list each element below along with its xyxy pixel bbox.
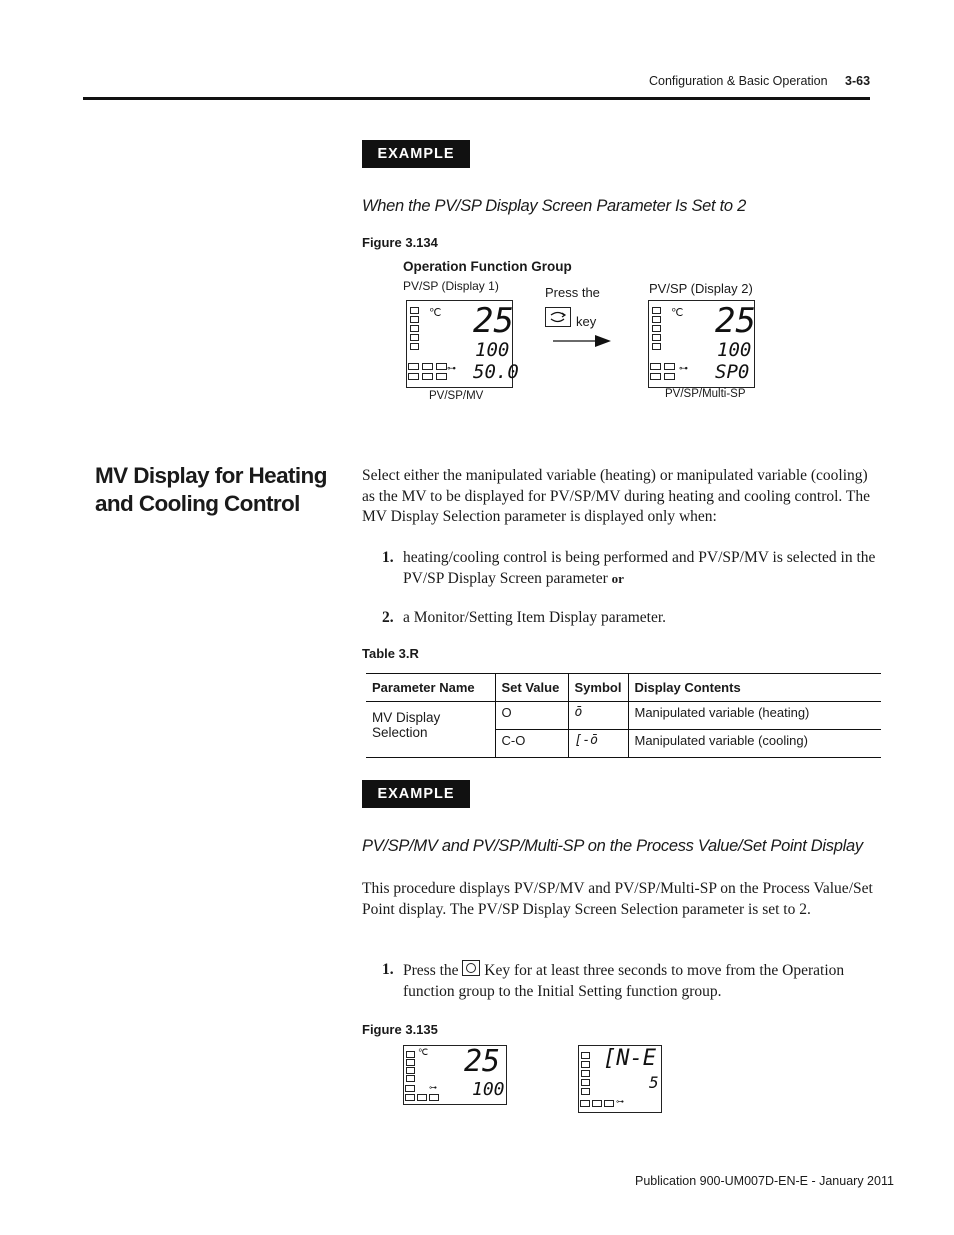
indicator-led	[410, 343, 419, 350]
indicator-led	[581, 1088, 590, 1095]
indicator-led	[652, 316, 661, 323]
right-arrow-icon	[553, 333, 613, 354]
publication-footer: Publication 900-UM007D-EN-E - January 2011	[635, 1174, 894, 1188]
press-the-text: Press the	[545, 285, 600, 300]
indicator-led	[405, 1094, 415, 1101]
table-cell-param-name: MV Display Selection	[366, 702, 495, 758]
key-text: key	[576, 314, 597, 329]
indicator-led	[581, 1052, 590, 1059]
panel-caption-top: PV/SP (Display 1)	[403, 279, 499, 293]
indicator-led	[581, 1061, 590, 1068]
indicator-led	[405, 1085, 415, 1092]
cycle-key-icon	[545, 307, 571, 327]
table-label: Table 3.R	[362, 646, 419, 661]
key-icon: ⊶	[679, 363, 688, 373]
table-cell-symbol: [-ō	[568, 730, 628, 758]
group-title: Operation Function Group	[403, 259, 572, 274]
example-badge: EXAMPLE	[362, 780, 470, 808]
mv-readout: 50.0	[473, 361, 519, 383]
step-text-after: Key for at least three seconds to move from the Operation function group to the Initial Setting function group.	[403, 962, 845, 1000]
indicator-led	[436, 373, 447, 380]
indicator-led	[406, 1051, 415, 1058]
list-item-text: a Monitor/Setting Item Display parameter.	[403, 609, 667, 626]
indicator-led	[652, 307, 661, 314]
set-point-readout: 100	[472, 1079, 505, 1100]
process-value-readout: 25	[464, 1044, 501, 1079]
list-number: 2.	[382, 609, 394, 626]
table-header-row	[366, 674, 881, 702]
table-row	[366, 702, 881, 730]
indicator-led	[664, 363, 675, 370]
set-point-readout: 5	[649, 1073, 659, 1092]
panel-caption-top: PV/SP (Display 2)	[649, 281, 753, 296]
indicator-led	[410, 316, 419, 323]
unit-label: ℃	[671, 306, 684, 319]
unit-label: ℃	[429, 306, 442, 319]
mode-key-icon	[462, 960, 480, 976]
table-cell: O	[495, 702, 568, 730]
indicator-led	[410, 325, 419, 332]
multi-sp-readout: SP0	[715, 361, 750, 383]
indicator-led	[664, 373, 675, 380]
figure-label: Figure 3.135	[362, 1022, 438, 1037]
example-heading: When the PV/SP Display Screen Parameter Is Set to 2	[362, 197, 746, 215]
indicator-led	[581, 1070, 590, 1077]
panel-caption-bottom: PV/SP/Multi-SP	[665, 388, 746, 400]
indicator-led	[652, 334, 661, 341]
table-header: Symbol	[568, 674, 628, 702]
table-cell: Manipulated variable (cooling)	[628, 730, 881, 758]
example-paragraph: This procedure displays PV/SP/MV and PV/SP/Multi-SP on the Process Value/Set Point display. The PV/SP Display Screen Selection parameter is set to 2.	[362, 880, 873, 918]
indicator-led	[410, 307, 419, 314]
section-intro: Select either the manipulated variable (heating) or manipulated variable (cooling) as the MV to be displayed for PV/SP/MV during heating and cooling control. The MV Display Selection parameter is displayed only when:	[362, 467, 871, 525]
indicator-led	[652, 343, 661, 350]
step-item	[403, 960, 881, 1002]
indicator-led	[604, 1100, 614, 1107]
key-icon: ⊶	[447, 363, 456, 373]
indicator-led	[406, 1059, 415, 1066]
lcd-panel-operation	[403, 1045, 507, 1105]
indicator-led	[406, 1067, 415, 1074]
process-value-readout: 25	[715, 301, 756, 341]
example-badge: EXAMPLE	[362, 140, 470, 168]
lcd-panel-display-1	[406, 300, 519, 388]
indicator-led	[580, 1100, 590, 1107]
indicator-led	[650, 363, 661, 370]
table-cell: C-O	[495, 730, 568, 758]
indicator-led	[581, 1079, 590, 1086]
list-number: 1.	[382, 961, 394, 978]
indicator-led	[422, 363, 433, 370]
lcd-panel-initial-setting	[578, 1045, 662, 1113]
indicator-led	[650, 373, 661, 380]
section-title: MV Display for Heating and Cooling Control	[95, 463, 327, 516]
indicator-led	[417, 1094, 427, 1101]
list-item-text: heating/cooling control is being performed and PV/SP/MV is selected in the PV/SP Display Screen parameter	[403, 549, 876, 587]
set-point-readout: 100	[475, 339, 510, 361]
table-header: Parameter Name	[366, 674, 495, 702]
step-text-before: Press the	[403, 962, 459, 979]
table-cell-symbol: ō	[568, 702, 628, 730]
table-header: Set Value	[495, 674, 568, 702]
table-header: Display Contents	[628, 674, 881, 702]
indicator-led	[592, 1100, 602, 1107]
key-icon: ⊶	[429, 1083, 437, 1092]
indicator-led	[422, 373, 433, 380]
key-icon: ⊶	[616, 1097, 624, 1106]
page-number: 3-63	[845, 74, 871, 88]
indicator-led	[406, 1075, 415, 1082]
list-item-or: or	[611, 570, 624, 586]
list-item	[403, 548, 881, 589]
indicator-led	[652, 325, 661, 332]
figure-label: Figure 3.134	[362, 235, 438, 250]
indicator-led	[436, 363, 447, 370]
lcd-panel-display-2	[648, 300, 755, 388]
running-header-title: Configuration & Basic Operation	[649, 74, 828, 88]
table-cell: Manipulated variable (heating)	[628, 702, 881, 730]
parameter-table	[366, 673, 881, 758]
list-number: 1.	[382, 549, 394, 566]
panel-caption-bottom: PV/SP/MV	[429, 390, 484, 402]
header-rule	[83, 97, 870, 100]
process-value-readout: [N-E	[603, 1046, 656, 1071]
indicator-led	[410, 334, 419, 341]
indicator-led	[408, 363, 419, 370]
unit-label: ℃	[418, 1048, 429, 1058]
indicator-led	[429, 1094, 439, 1101]
set-point-readout: 100	[717, 339, 752, 361]
example-heading: PV/SP/MV and PV/SP/Multi-SP on the Process Value/Set Point Display	[362, 837, 863, 855]
indicator-led	[408, 373, 419, 380]
process-value-readout: 25	[473, 301, 514, 341]
